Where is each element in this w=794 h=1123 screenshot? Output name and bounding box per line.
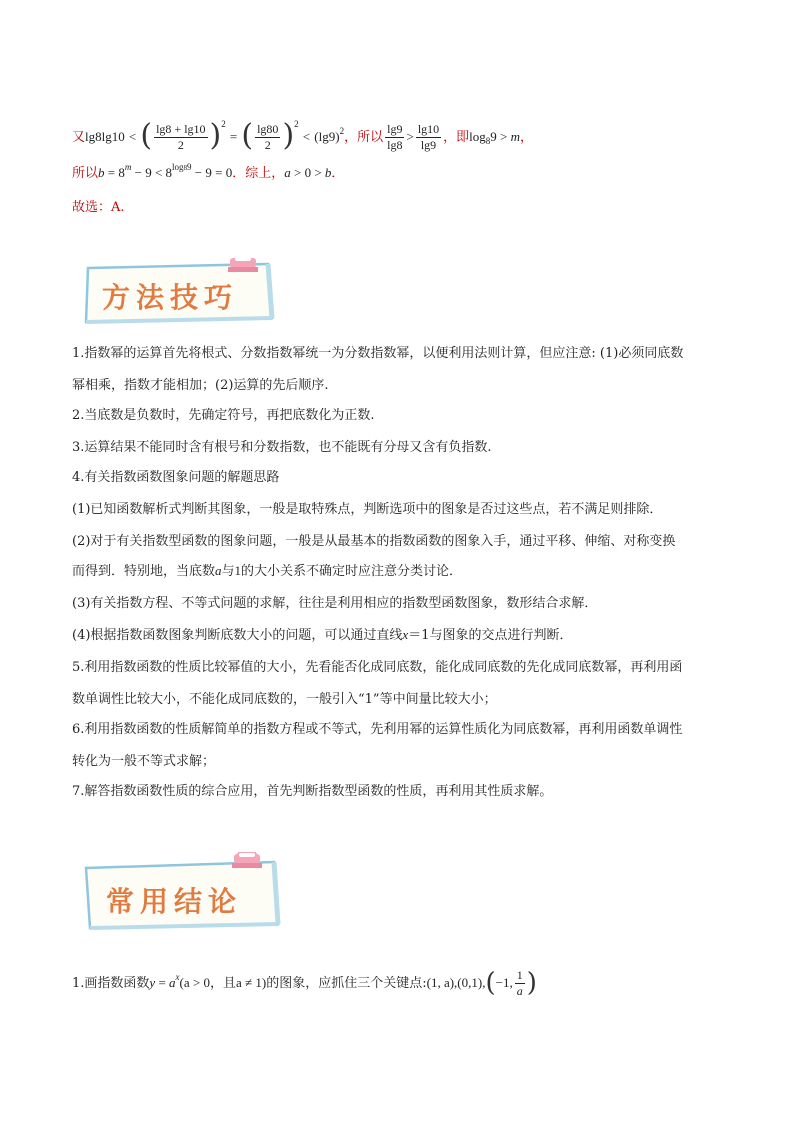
solution-line-2: 所以$b = 8^m - 9 < 8^{log89} - 9 = 0$．综上，a > 0 > b． [72,162,345,181]
conclusion-text-1: 1.画指数函数$y = a^x(a > 0$，且a ≠ 1)的图象，应抓住三个关键点:(1, a),(0,1),(−1, $\frac{1}{a}$ ) [72,967,537,998]
fraction-lg9-lg8: $\frac{\lg 9}{\lg 8}$ [387,122,403,152]
section-banner-conclusions [82,852,282,932]
method-text-4-2b: 而得到．特别地，当底数a与1的大小关系不确定时应注意分类讨论． [72,563,463,579]
method-text-4-4: (4)根据指数函数图象判断底数大小的问题，可以通过直线x＝1与图象的交点进行判断． [72,627,573,643]
binder-clip-icon [232,852,262,868]
method-text-6b: 转化为一般不等式求解； [72,754,216,769]
method-text-7: 7.解答指数函数性质的综合应用，首先判断指数型函数的性质，再利用其性质求解。 [72,784,553,799]
solution-line-1: 又lg8lg10 < ( $\frac{\lg 8 + \lg 10}{2}$ )$^2$ = ( $\frac{\lg 80}{2}$ )$^2 < (\lg 9)^2$，所以 $\frac{\lg 9}{\lg 8}$ > $\frac{\lg 10}{\lg 9}$ ，即$\log_89 > m$， [72,117,534,153]
method-text-4: 4.有关指数函数图象问题的解题思路 [72,470,280,485]
fraction-lg10-lg9: $\frac{\lg 10}{\lg 9}$ [417,122,440,152]
fraction-one-over-a: $\frac{1}{a}$ [516,968,523,998]
section-title-conclusions: 常用结论 [106,885,243,918]
method-text-4-2a: (2)对于有关指数型函数的图象问题，一般是从最基本的指数函数的图象入手，通过平移、伸缩、对称变换 [72,534,676,549]
method-text-3: 3.运算结果不能同时含有根号和分数指数，也不能既有分母又含有负指数. [72,440,492,455]
section-banner-methods [82,258,282,328]
fraction-lg80: $\frac{\lg 80}{2}$ [257,122,279,152]
method-text-1a: 1.指数幂的运算首先将根式、分数指数幂统一为分数指数幂，以便利用法则计算，但应注意: (1)必须同底数 [72,346,684,361]
section-title-methods: 方法技巧 [102,281,239,314]
method-text-6a: 6.利用指数函数的性质解简单的指数方程或不等式，先利用幂的运算性质化为同底数幂，再利用函数单调性 [72,722,683,737]
method-text-5a: 5.利用指数函数的性质比较幂值的大小，先看能否化成同底数，能化成同底数的先化成同底数幂，再利用函 [72,660,683,675]
method-text-4-3: (3)有关指数方程、不等式问题的求解，往往是利用相应的指数型函数图象，数形结合求解． [72,596,598,611]
fraction-lg8-lg10: $\frac{\lg 8 + \lg 10}{2}$ [156,122,206,152]
method-text-4-1: (1)已知函数解析式判断其图象，一般是取特殊点，判断选项中的图象是否过这些点，若不满足则排除． [72,502,663,517]
answer-line: 故选：A. [72,200,125,215]
method-text-1b: 幂相乘，指数才能相加；(2)运算的先后顺序. [72,378,329,393]
method-text-2: 2.当底数是负数时，先确定符号，再把底数化为正数. [72,408,375,423]
method-text-5b: 数单调性比较大小，不能化成同底数的，一般引入“1”等中间量比较大小； [72,692,497,707]
binder-clip-icon [228,258,258,272]
